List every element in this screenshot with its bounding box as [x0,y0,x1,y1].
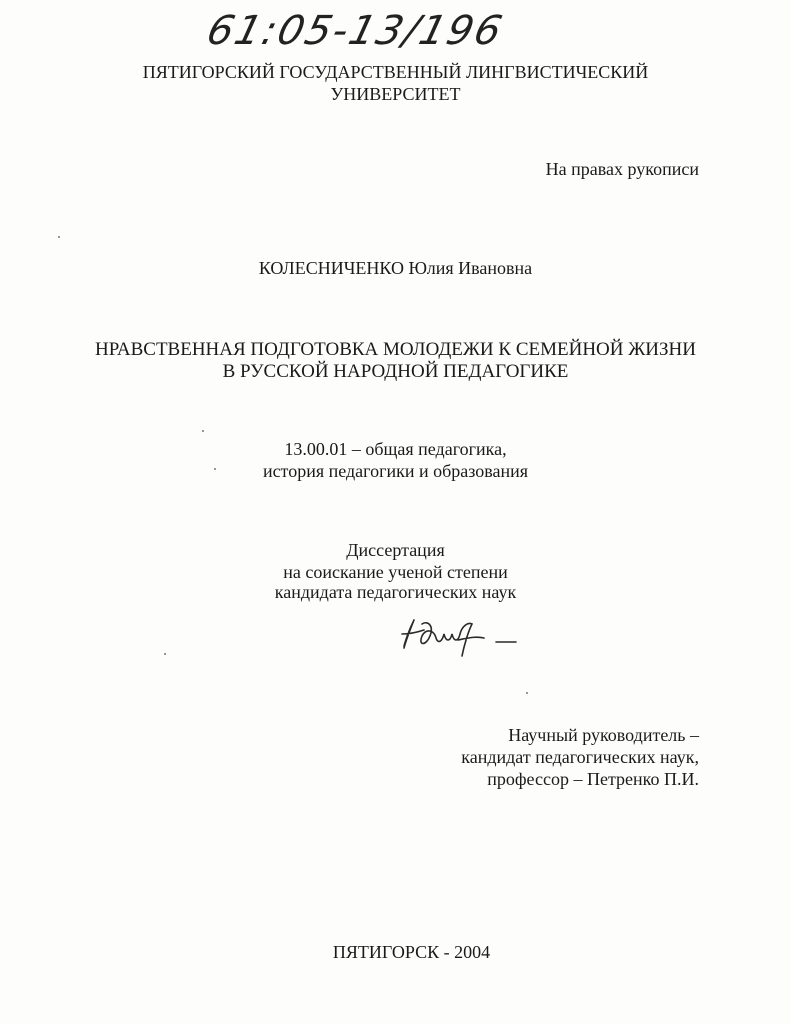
archive-code-handwritten: 61:05-13/196 [202,8,509,54]
scan-speck [58,236,60,238]
dissertation-title-line2: В РУССКОЙ НАРОДНОЙ ПЕДАГОГИКЕ [222,361,569,382]
author-name: КОЛЕСНИЧЕНКО Юлия Ивановна [258,258,533,278]
supervisor-line3: профессор – Петренко П.И. [487,769,699,789]
scan-speck [214,468,216,470]
dissertation-title-line1: НРАВСТВЕННАЯ ПОДГОТОВКА МОЛОДЕЖИ К СЕМЕЙНОЙ ЖИЗНИ [95,339,696,360]
specialty-name-line: история педагогики и образования [262,461,529,481]
degree-line2: на соискание ученой степени [283,562,508,582]
scan-speck [164,653,166,655]
scan-speck [202,430,204,432]
degree-line1: Диссертация [346,540,445,560]
scan-speck [526,692,528,694]
supervisor-block [461,724,699,790]
supervisor-line2: кандидат педагогических наук, [461,747,699,767]
degree-line3: кандидата педагогических наук [274,582,517,602]
city-year-footer: ПЯТИГОРСК - 2004 [332,942,491,962]
manuscript-note: На правах рукописи [545,159,699,179]
author-signature [398,612,528,658]
university-name-line2: УНИВЕРСИТЕТ [330,84,461,104]
specialty-code-line: 13.00.01 – общая педагогика, [284,439,507,459]
university-name-line1: ПЯТИГОРСКИЙ ГОСУДАРСТВЕННЫЙ ЛИНГВИСТИЧЕСКИЙ [142,62,649,82]
supervisor-line1: Научный руководитель – [508,725,699,745]
